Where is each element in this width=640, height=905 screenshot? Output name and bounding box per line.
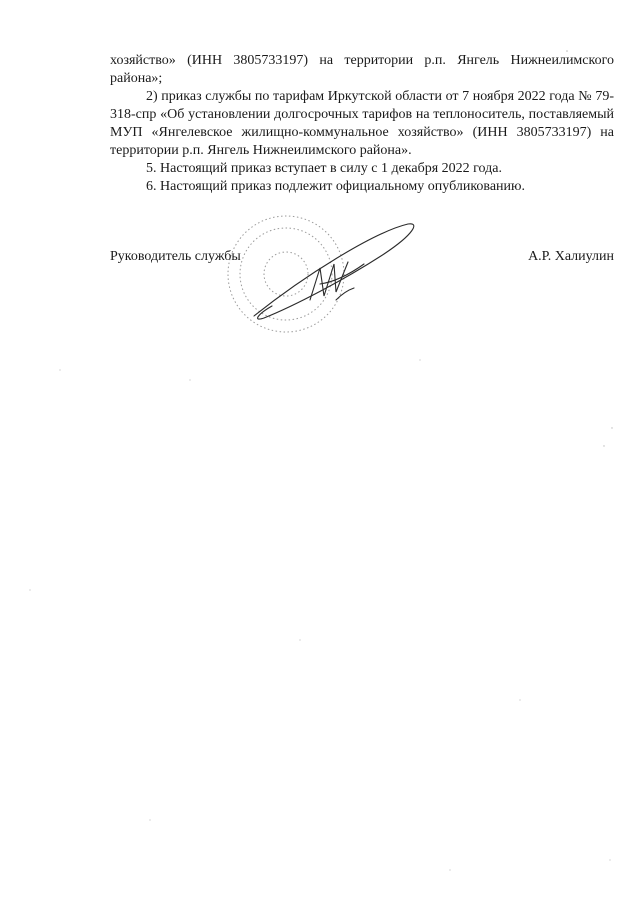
paragraph-item-6: 6. Настоящий приказ подлежит официальному опубликованию. xyxy=(146,179,525,194)
paragraph-continuation: хозяйство» (ИНН 3805733197) на территории р.п. Янгель Нижнеилимского района»; xyxy=(110,53,614,86)
signatory-name: А.Р. Халиулин xyxy=(528,249,614,264)
paragraph-item-5: 5. Настоящий приказ вступает в силу с 1 декабря 2022 года. xyxy=(146,161,502,176)
paragraph-item-2: 2) приказ службы по тарифам Иркутской области от 7 ноября 2022 года № 79-318-спр «Об установлении долгосрочных тарифов на теплоноситель, поставляемый МУП «Янгелевское жилищно-коммунальное хозяйство» (ИНН 3805733197) на территории р.п. Янгель Нижнеилимского района». xyxy=(110,89,614,158)
signatory-position: Руководитель службы xyxy=(110,249,241,264)
